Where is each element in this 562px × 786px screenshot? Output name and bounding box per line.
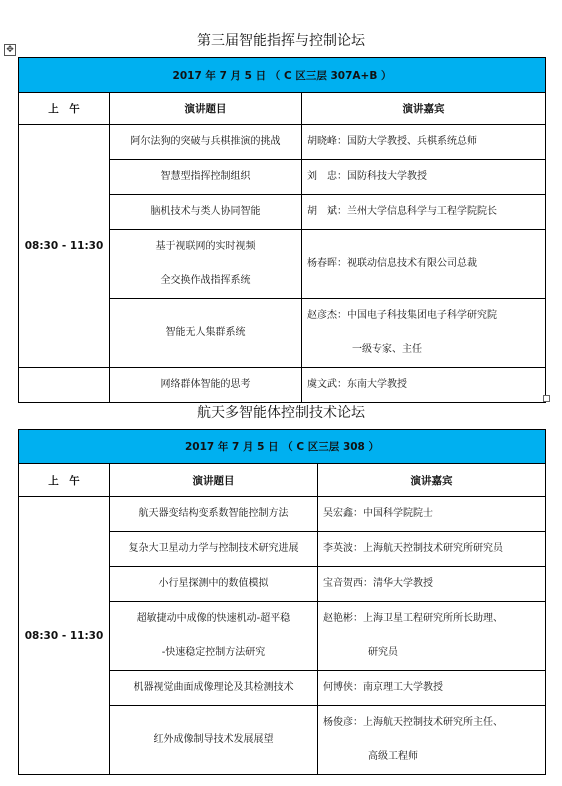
topic-line: 复杂大卫星动力学与控制技术研究进展 — [128, 543, 299, 554]
forum1-topic-cell — [110, 160, 302, 195]
forum1-topic-cell — [110, 299, 302, 368]
speaker-line: 赵彦杰：中国电子科技集团电子科学研究院 — [307, 310, 497, 321]
forum2-topic-cell — [110, 602, 318, 671]
forum2-speaker-cell — [318, 706, 546, 775]
forum1-empty-time-cell — [19, 368, 110, 403]
forum2-col-speaker: 演讲嘉宾 — [318, 464, 546, 497]
topic-line: 脑机技术与类人协同智能 — [150, 206, 261, 217]
topic-line: 智慧型指挥控制组织 — [160, 171, 251, 182]
forum1-topic-cell — [110, 195, 302, 230]
forum1-speaker-cell — [302, 230, 546, 299]
topic-line: 阿尔法狗的突破与兵棋推演的挑战 — [130, 136, 281, 147]
speaker-line: 研究员 — [368, 647, 398, 658]
forum1-col-topic: 演讲题目 — [110, 93, 302, 125]
forum2-topic-cell — [110, 706, 318, 775]
forum2-table — [18, 429, 546, 775]
speaker-line: 何博侠：南京理工大学教授 — [323, 682, 443, 693]
forum1-col-speaker: 演讲嘉宾 — [302, 93, 546, 125]
speaker-line: 胡晓峰：国防大学教授、兵棋系统总师 — [307, 136, 477, 147]
forum1-title: 第三届智能指挥与控制论坛 — [197, 33, 365, 49]
speaker-line: 高级工程师 — [368, 751, 418, 762]
topic-line: 红外成像制导技术发展展望 — [153, 734, 274, 745]
speaker-line: 吴宏鑫：中国科学院院士 — [323, 508, 433, 519]
forum2-topic-cell — [110, 532, 318, 567]
forum2-col-topic: 演讲题目 — [110, 464, 318, 497]
speaker-line: 一级专家、主任 — [352, 344, 422, 355]
forum2-speaker-cell — [318, 497, 546, 532]
forum2-topic-cell — [110, 497, 318, 532]
forum2-speaker-cell — [318, 602, 546, 671]
speaker-line: 赵艳彬：上海卫星工程研究所所长助理、 — [323, 613, 503, 624]
topic-line: 智能无人集群系统 — [165, 327, 246, 338]
forum2-date-band: 2017 年 7 月 5 日 （ C 区三层 308 ） — [19, 430, 546, 464]
forum1-speaker-cell — [302, 195, 546, 230]
forum2-col-session: 上 午 — [19, 464, 110, 497]
forum2-speaker-cell — [318, 567, 546, 602]
speaker-line: 宝音贺西：清华大学教授 — [323, 578, 433, 589]
topic-line: -快速稳定控制方法研究 — [161, 647, 266, 658]
speaker-line: 刘 忠：国防科技大学教授 — [307, 171, 427, 182]
topic-line: 网络群体智能的思考 — [160, 379, 251, 390]
forum2-topic-cell — [110, 671, 318, 706]
forum1-col-session: 上 午 — [19, 93, 110, 125]
forum1-time-slot: 08:30 - 11:30 — [19, 125, 110, 368]
forum1-topic-cell — [110, 230, 302, 299]
table-move-handle-icon[interactable]: ✥ — [4, 44, 16, 56]
topic-line: 超敏捷动中成像的快速机动-超平稳 — [136, 613, 291, 624]
topic-line: 航天器变结构变系数智能控制方法 — [138, 508, 289, 519]
forum1-speaker-cell — [302, 160, 546, 195]
speaker-line: 杨春晖：视联动信息技术有限公司总裁 — [307, 258, 477, 269]
forum1-speaker-cell — [302, 368, 546, 403]
forum2-topic-cell — [110, 567, 318, 602]
table-resize-handle-icon[interactable] — [543, 395, 550, 402]
forum1-table — [18, 57, 546, 403]
speaker-line: 虞文武：东南大学教授 — [307, 379, 407, 390]
topic-line: 小行星探测中的数值模拟 — [158, 578, 269, 589]
forum1-date-band: 2017 年 7 月 5 日 （ C 区三层 307A+B ） — [19, 58, 546, 93]
forum2-title: 航天多智能体控制技术论坛 — [197, 405, 365, 421]
forum1-speaker-cell — [302, 299, 546, 368]
topic-line: 机器视觉曲面成像理论及其检测技术 — [133, 682, 294, 693]
forum2-speaker-cell — [318, 532, 546, 567]
forum1-speaker-cell — [302, 125, 546, 160]
speaker-line: 杨俊彦：上海航天控制技术研究所主任、 — [323, 717, 503, 728]
forum1-topic-cell — [110, 125, 302, 160]
topic-line: 基于视联网的实时视频 — [155, 241, 256, 252]
forum2-time-slot: 08:30 - 11:30 — [19, 497, 110, 775]
forum2-speaker-cell — [318, 671, 546, 706]
topic-line: 全交换作战指挥系统 — [160, 275, 251, 286]
speaker-line: 李英波：上海航天控制技术研究所研究员 — [323, 543, 503, 554]
forum1-topic-cell — [110, 368, 302, 403]
speaker-line: 胡 斌：兰州大学信息科学与工程学院院长 — [307, 206, 497, 217]
